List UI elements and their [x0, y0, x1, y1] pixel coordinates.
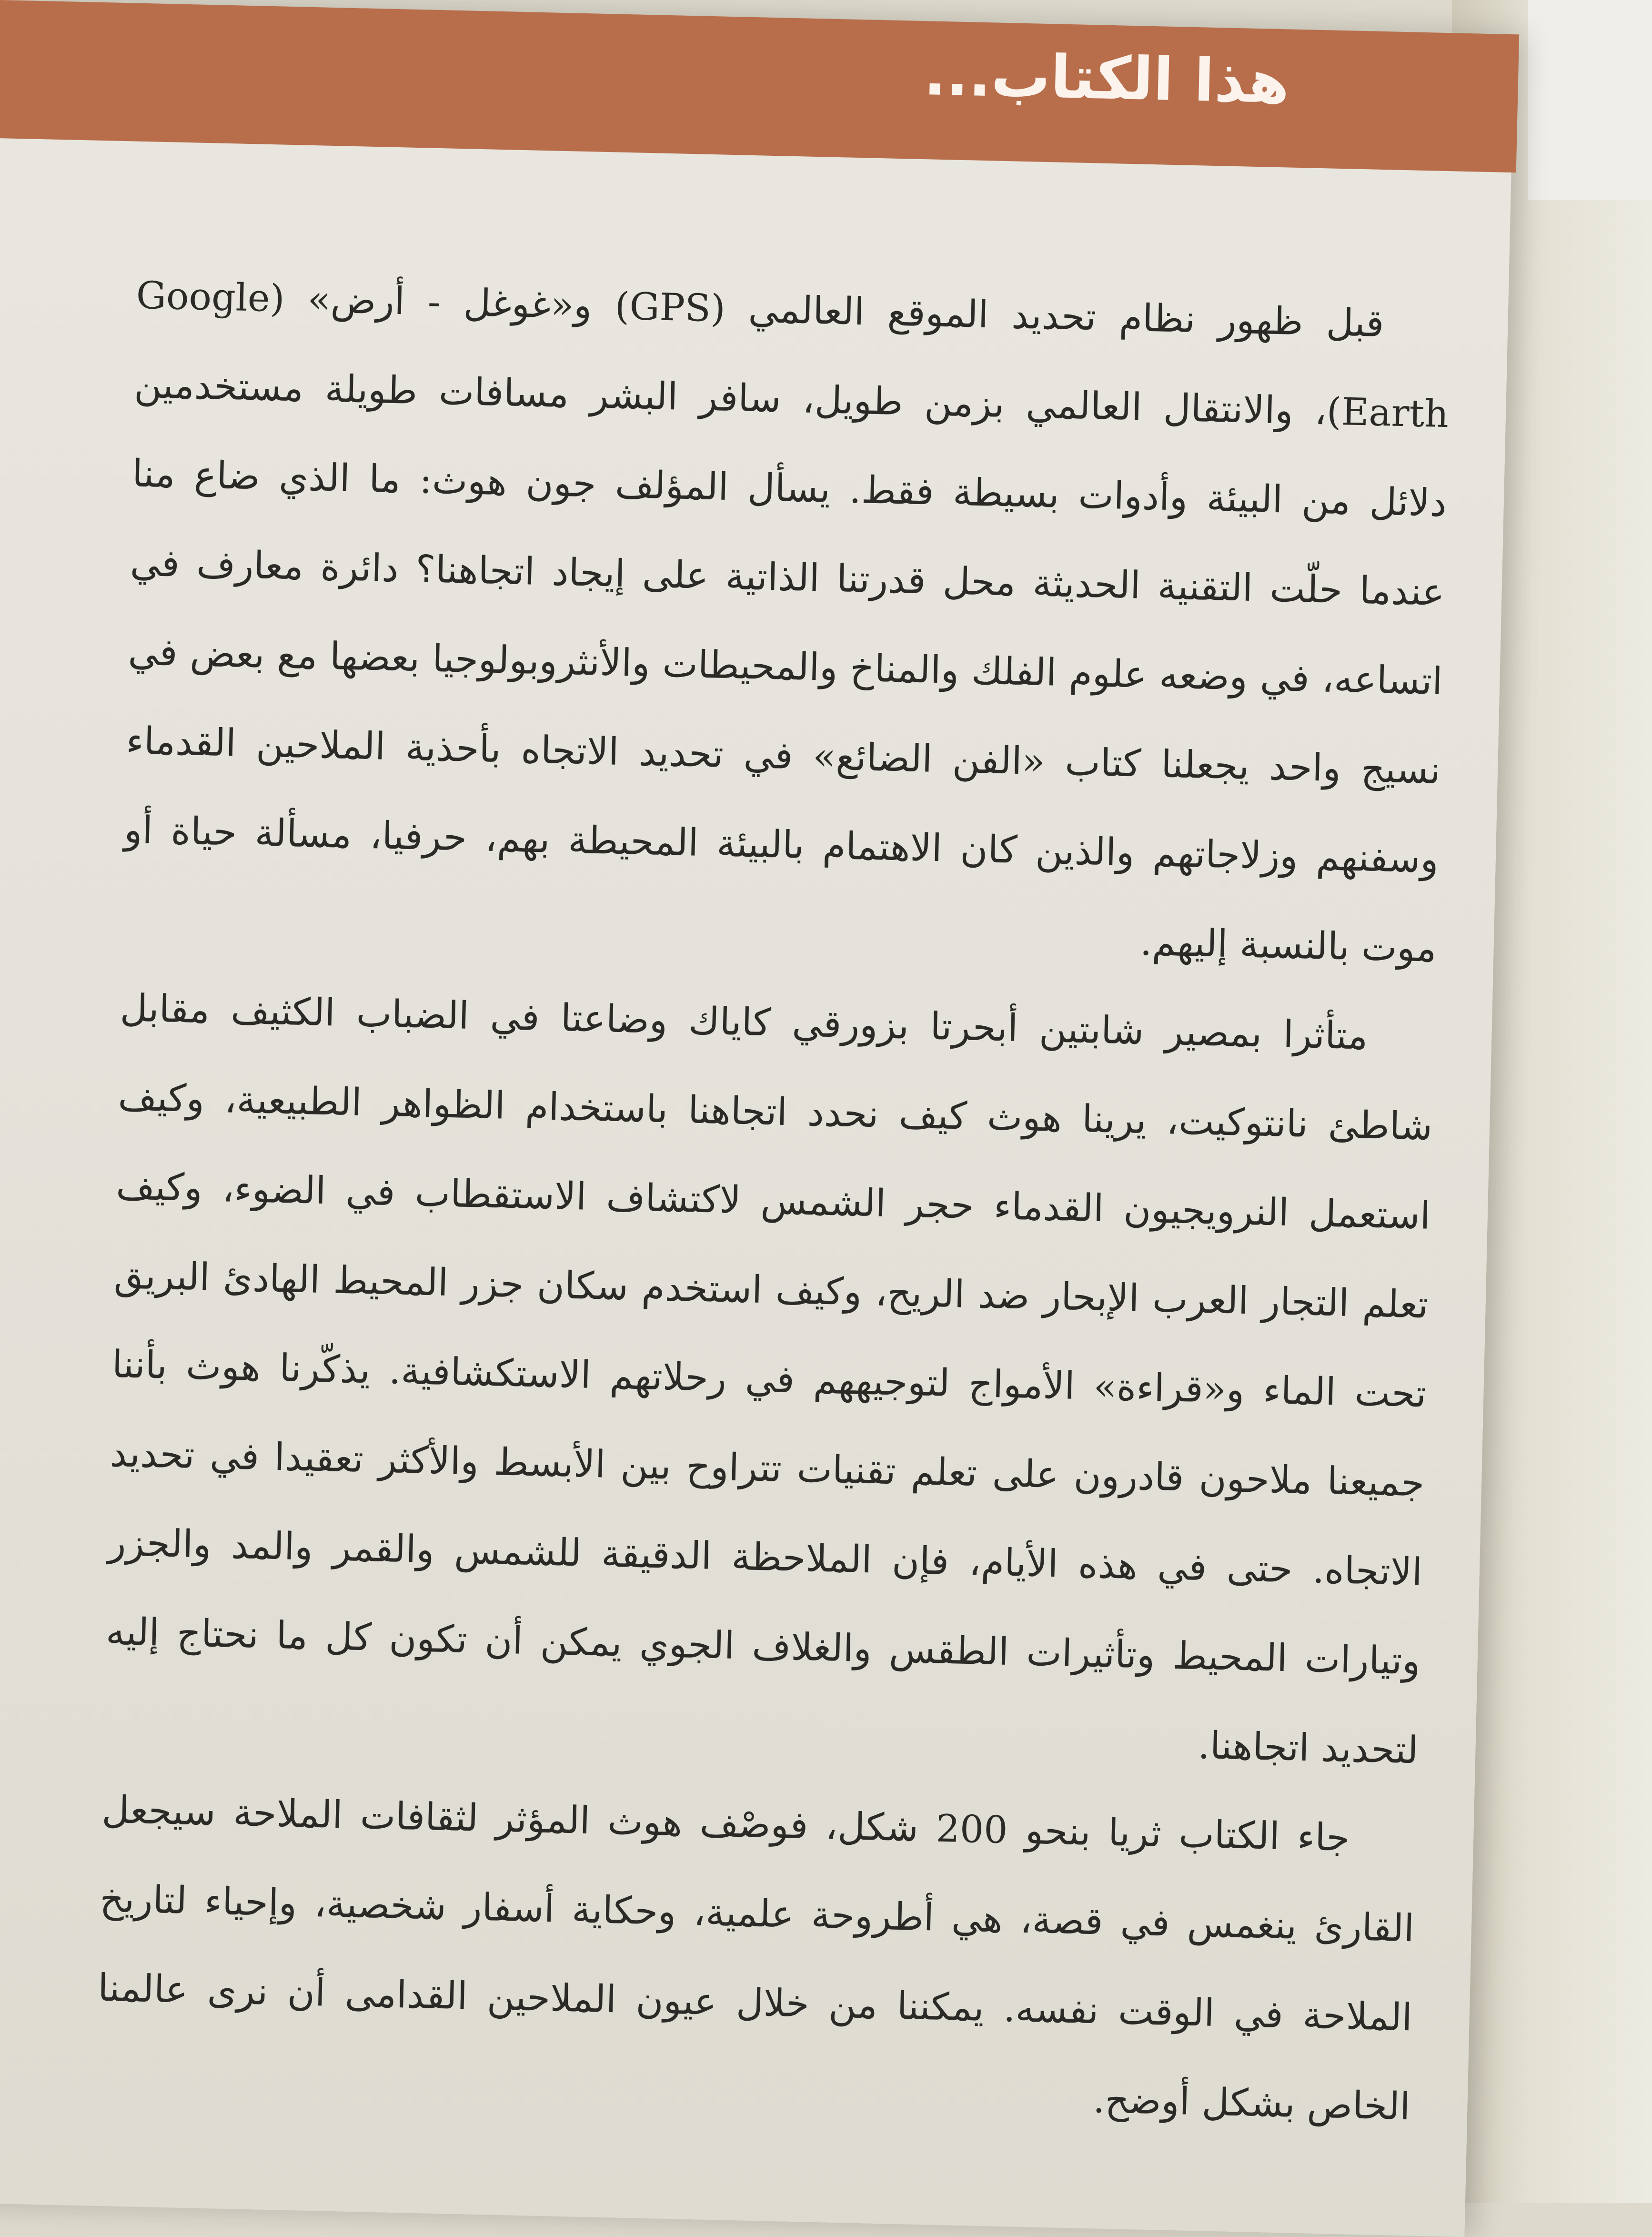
paragraph-2: متأثرا بمصير شابتين أبحرتا بزورقي كاياك وضاعتا في الضباب الكثيف مقابل شاطئ نانتوكيت، يرينا هوث كيف نحدد اتجاهنا باستخدام الظواهر الطبيعية، وكيف استعمل النرويجيون القدماء حجر الشمس لاكتشاف الاستقطاب في الضوء، وكيف تعلم التجار العرب الإبحار ضد الريح، وكيف استخدم سكان جزر المحيط الهادئ البريق تحت الماء و«قراءة» الأمواج لتوجيههم في رحلاتهم الاستكشافية. يذكّرنا هوث بأننا جميعنا ملاحون قادرون على تعلم تقنيات تتراوح بين الأبسط والأكثر تعقيدا في تحديد الاتجاه. حتى في هذه الأيام، فإن الملاحظة الدقيقة للشمس والقمر والمد والجزر وتيارات المحيط وتأثيرات الطقس والغلاف الجوي يمكن أن تكون كل ما نحتاج إليه لتحديد اتجاهنا.: [105, 986, 1433, 1772]
paragraph-1: قبل ظهور نظام تحديد الموقع العالمي (GPS) و«غوغل - أرض» (Google Earth)، والانتقال العالمي بزمن طويل، سافر البشر مسافات طويلة مستخدمين دلائل من البيئة وأدوات بسيطة فقط. يسأل المؤلف جون هوث: ما الذي ضاع منا عندما حلّت التقنية الحديثة محل قدرتنا الذاتية على إيجاد اتجاهنا؟ دائرة معارف في اتساعه، في وضعه علوم الفلك والمناخ والمحيطات والأنثروبولوجيا بعضها مع بعض في نسيج واحد يجعلنا كتاب «الفن الضائع» في تحديد الاتجاه بأحذية الملاحين القدماء وسفنهم وزلاجاتهم والذين كان الاهتمام بالبيئة المحيطة بهم، حرفيا، مسألة حياة أو موت بالنسبة إليهم.: [123, 273, 1450, 971]
page-title: هذا الكتاب...: [923, 40, 1290, 117]
background-surface-light: [1528, 0, 1652, 200]
paragraph-3: جاء الكتاب ثريا بنحو 200 شكل، فوصْف هوث المؤثر لثقافات الملاحة سيجعل القارئ ينغمس في قصة، هي أطروحة علمية، وحكاية أسفار شخصية، وإحياء لتاريخ الملاحة في الوقت نفسه. يمكننا من خلال عيون الملاحين القدامى أن نرى عالمنا الخاص بشكل أوضح.: [97, 1787, 1415, 2129]
body-text: [95, 251, 1451, 2152]
header-band: [0, 0, 1519, 172]
